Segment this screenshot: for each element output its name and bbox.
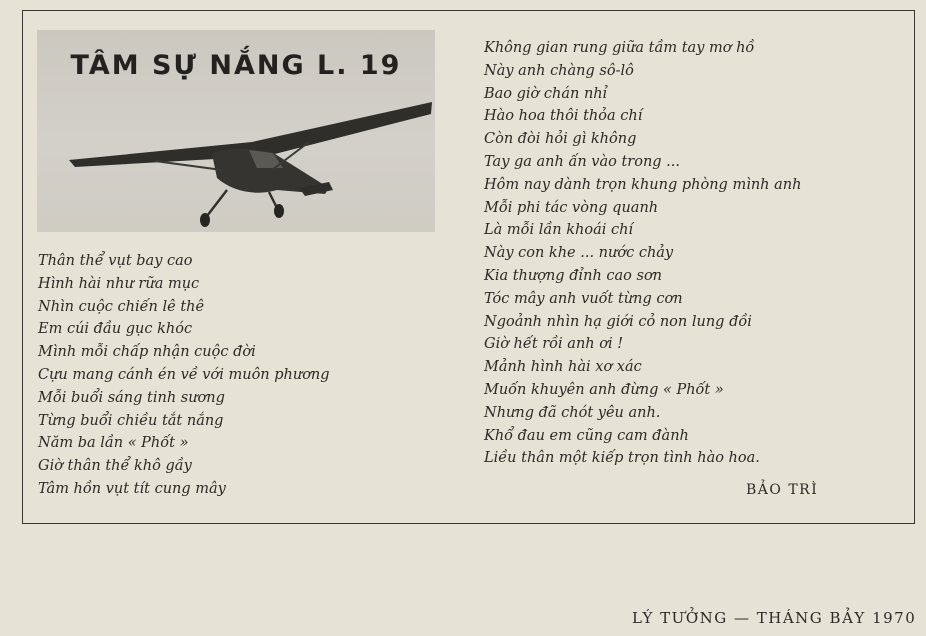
- poem-line: Kia thượng đỉnh cao sơn: [484, 267, 663, 284]
- poem-line: Tâm hồn vụt tít cung mây: [38, 480, 226, 497]
- poem-line: Em cúi đầu gục khóc: [38, 321, 193, 338]
- poem-line: Muốn khuyên anh đừng « Phốt »: [484, 381, 724, 398]
- poem-line: Này anh chàng sô-lô: [484, 62, 634, 79]
- poem-line: Tay ga anh ấn vào trong ...: [484, 153, 681, 170]
- poem-line: Ngoảnh nhìn hạ giới cỏ non lung đồi: [484, 313, 752, 330]
- poem-line: Nhìn cuộc chiến lê thê: [38, 298, 205, 315]
- wheel-right: [274, 204, 284, 218]
- strut-left: [155, 161, 222, 170]
- airplane-photo: [37, 30, 435, 232]
- poem-line: Nhưng đã chót yêu anh.: [484, 404, 661, 421]
- poem-line: Là mỗi lần khoái chí: [484, 222, 634, 239]
- poem-column-right: [484, 37, 801, 470]
- poem-line: Mảnh hình hài xơ xác: [484, 359, 642, 376]
- poem-line: Giờ thân thể khô gầy: [38, 458, 192, 475]
- article-title: TÂM SỰ NẮNG L. 19: [70, 50, 402, 81]
- poem-line: Hào hoa thôi thỏa chí: [484, 108, 643, 125]
- poem-line: Năm ba lần « Phốt »: [38, 435, 189, 452]
- poem-line: Mỗi phi tác vòng quanh: [484, 199, 659, 216]
- poem-line: Liều thân một kiếp trọn tình hào hoa.: [484, 450, 760, 467]
- poem-line: Thân thể vụt bay cao: [38, 253, 193, 269]
- poem-line: Khổ đau em cũng cam đành: [484, 427, 689, 444]
- poem-column-left: [38, 250, 330, 501]
- poem-line: Cựu mang cánh én về với muôn phương: [38, 366, 330, 383]
- wheel-left: [200, 213, 210, 227]
- poem-line: Mình mỗi chấp nhận cuộc đời: [38, 344, 256, 361]
- poem-line: Tóc mây anh vuốt từng cơn: [484, 290, 683, 307]
- poem-line: Mỗi buổi sáng tinh sương: [38, 389, 225, 406]
- gear-right: [269, 192, 277, 208]
- author-signature: BẢO TRÌ: [746, 482, 819, 498]
- poem-line: Không gian rung giữa tầm tay mơ hồ: [484, 40, 755, 56]
- poem-line: Từng buổi chiều tắt nắng: [38, 412, 224, 429]
- poem-line: Này con khe ... nước chảy: [484, 245, 674, 262]
- poem-line: Còn đòi hỏi gì không: [484, 131, 637, 148]
- poem-line: Hình hài như rữa mục: [38, 275, 200, 292]
- poem-line: Giờ hết rồi anh ơi !: [484, 336, 624, 353]
- gear-left: [207, 190, 227, 216]
- poem-line: Hôm nay dành trọn khung phòng mình anh: [484, 176, 802, 193]
- page-footer: LÝ TƯỞNG — THÁNG BẢY 1970: [632, 609, 917, 627]
- poem-line: Bao giờ chán nhỉ: [484, 85, 608, 102]
